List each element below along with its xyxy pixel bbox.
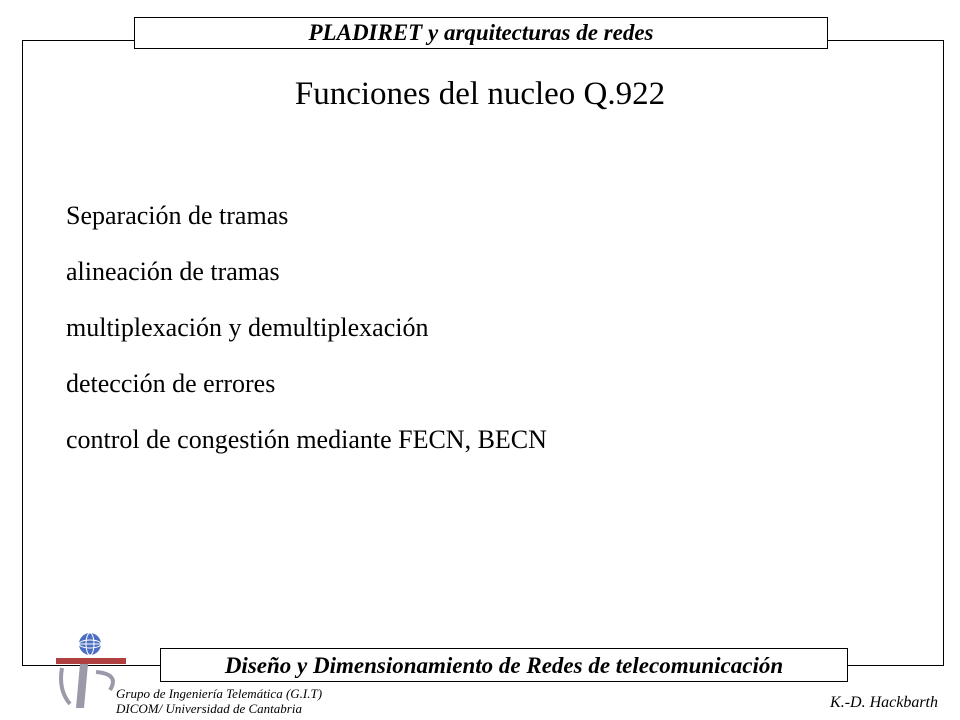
bullet-item: multiplexación y demultiplexación [66, 313, 429, 342]
bullet-item: alineación de tramas [66, 257, 280, 286]
organization-line: Grupo de Ingeniería Telemática (G.I.T) [116, 686, 323, 701]
footer-banner: Diseño y Dimensionamiento de Redes de telecomunicación [160, 648, 848, 682]
bullet-item: detección de errores [66, 369, 276, 398]
bullet-item: Separación de tramas [66, 201, 289, 230]
organization-line: DICOM/ Universidad de Cantabria [116, 701, 302, 716]
bullet-item: control de congestión mediante FECN, BECN [66, 425, 547, 454]
slide-title: Funciones del nucleo Q.922 [294, 76, 666, 112]
header-banner: PLADIRET y arquitecturas de redes [134, 17, 828, 49]
bullet-list [66, 188, 547, 468]
author-name: K.-D. Hackbarth [830, 694, 938, 711]
organization-info [116, 686, 322, 716]
